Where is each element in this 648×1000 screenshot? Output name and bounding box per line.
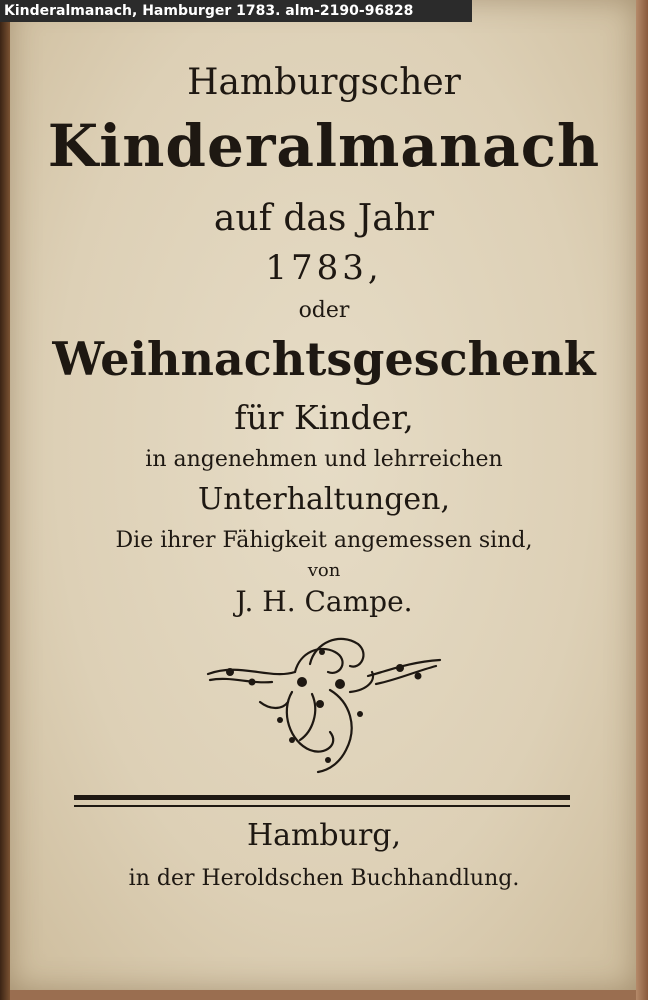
- title-line-year: 1783,: [265, 248, 383, 288]
- title-line-auf-das-jahr: auf das Jahr: [213, 198, 435, 239]
- title-line-fuer-kinder: für Kinder,: [234, 398, 414, 437]
- floral-ornament-icon: [200, 632, 446, 777]
- title-line-oder: oder: [298, 298, 350, 323]
- imprint-publisher: in der Heroldschen Buchhandlung.: [128, 866, 520, 891]
- divider-rule-thick: [74, 795, 570, 800]
- page-bottom-edge: [10, 990, 636, 1000]
- divider-rule-thin: [74, 805, 570, 807]
- author-name: J. H. Campe.: [235, 585, 413, 618]
- title-line-hamburgscher: Hamburgscher: [187, 62, 461, 103]
- title-line-von: von: [307, 560, 341, 581]
- title-line-weihnachtsgeschenk: Weihnachtsgeschenk: [52, 332, 596, 386]
- imprint-city: Hamburg,: [246, 818, 402, 853]
- title-line-faehigkeit: Die ihrer Fähigkeit angemessen sind,: [115, 528, 533, 553]
- title-line-kinderalmanach: Kinderalmanach: [47, 112, 601, 180]
- image-caption: Kinderalmanach, Hamburger 1783. alm-2190-96828: [0, 0, 472, 22]
- title-line-angenehmen: in angenehmen und lehrreichen: [145, 447, 503, 472]
- title-line-unterhaltungen: Unterhaltungen,: [197, 482, 451, 517]
